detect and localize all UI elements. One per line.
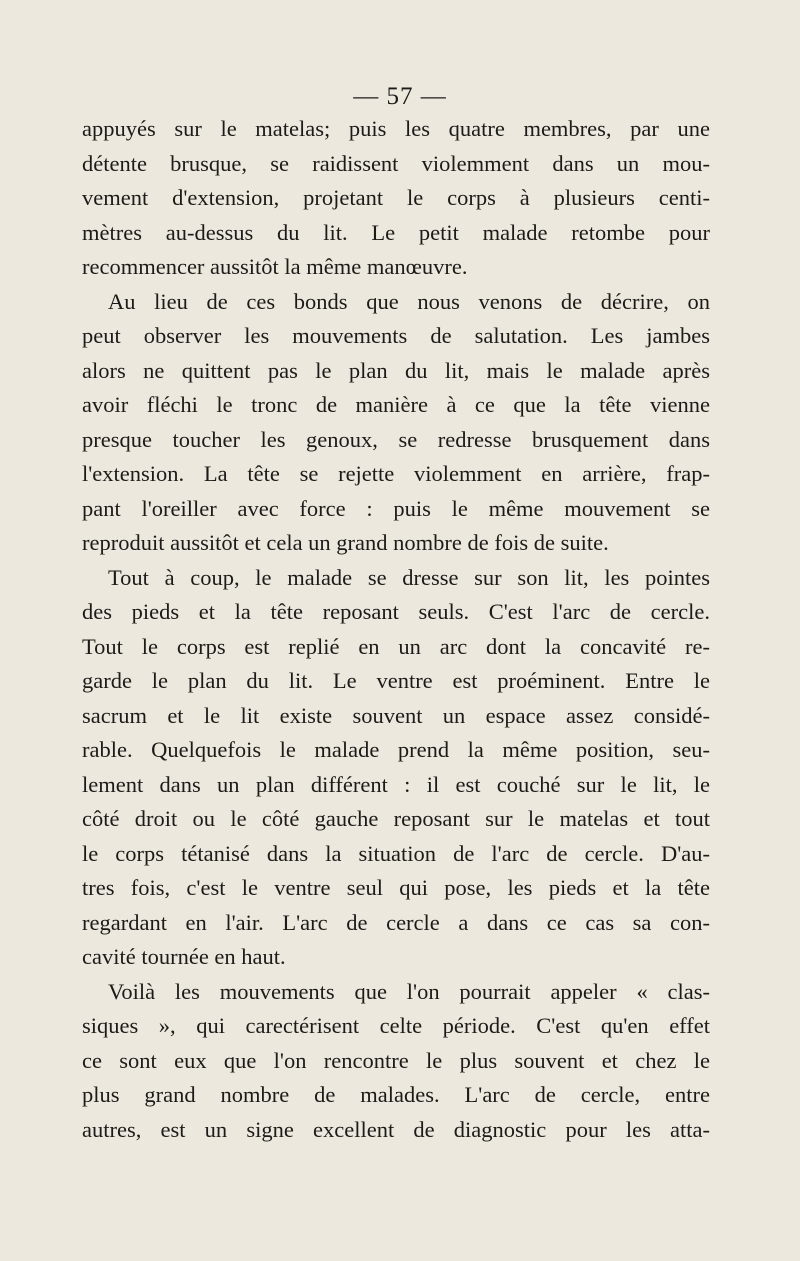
text-line: alors ne quittent pas le plan du lit, mais le malade après [82, 357, 710, 383]
text-line: des pieds et la tête reposant seuls. C'est l'arc de cercle. [82, 599, 710, 624]
text-line: siques », qui carectérisent celte période. C'est qu'en effet [82, 1013, 710, 1038]
text-line: pant l'oreiller avec force : puis le même mouvement se [82, 495, 710, 521]
text-line: recommencer aussitôt la même manœuvre. [82, 254, 468, 279]
text-line: ce sont eux que l'on rencontre le plus souvent et chez le [82, 1047, 710, 1073]
text-line: autres, est un signe excellent de diagnostic pour les atta- [82, 1116, 710, 1142]
text-line: rable. Quelquefois le malade prend la même position, seu- [82, 737, 710, 762]
text-line: côté droit ou le côté gauche reposant sur le matelas et tout [82, 806, 710, 831]
text-line: sacrum et le lit existe souvent un espace assez considé- [82, 702, 710, 728]
text-line: avoir fléchi le tronc de manière à ce que la tête vienne [82, 392, 710, 417]
text-line: regardant en l'air. L'arc de cercle a dans ce cas sa con- [82, 909, 710, 935]
text-line: lement dans un plan différent : il est couché sur le lit, le [82, 771, 710, 797]
page-number: — 57 — [353, 83, 447, 110]
text-line: garde le plan du lit. Le ventre est proéminent. Entre le [82, 668, 710, 693]
text-line: Tout à coup, le malade se dresse sur son lit, les pointes [108, 564, 710, 590]
text-line: mètres au-dessus du lit. Le petit malade retombe pour [82, 219, 710, 245]
text-line: l'extension. La tête se rejette violemment en arrière, frap- [82, 461, 710, 486]
text-line: Au lieu de ces bonds que nous venons de décrire, on [108, 288, 710, 314]
text-line: cavité tournée en haut. [82, 944, 286, 969]
text-line: vement d'extension, projetant le corps à plusieurs centi- [82, 185, 710, 210]
text-line: plus grand nombre de malades. L'arc de cercle, entre [82, 1082, 710, 1107]
text-line: Tout le corps est replié en un arc dont la concavité re- [82, 633, 710, 659]
text-line: appuyés sur le matelas; puis les quatre membres, par une [82, 116, 710, 141]
text-line: Voilà les mouvements que l'on pourrait appeler « clas- [108, 978, 710, 1004]
body-text [82, 112, 710, 1147]
text-line: tres fois, c'est le ventre seul qui pose, les pieds et la tête [82, 875, 710, 900]
text-line: le corps tétanisé dans la situation de l'arc de cercle. D'au- [82, 840, 710, 866]
text-line: peut observer les mouvements de salutation. Les jambes [82, 323, 710, 348]
text-line: presque toucher les genoux, se redresse brusquement dans [82, 426, 710, 452]
text-line: détente brusque, se raidissent violemment dans un mou- [82, 150, 710, 176]
text-line: reproduit aussitôt et cela un grand nombre de fois de suite. [82, 530, 609, 555]
